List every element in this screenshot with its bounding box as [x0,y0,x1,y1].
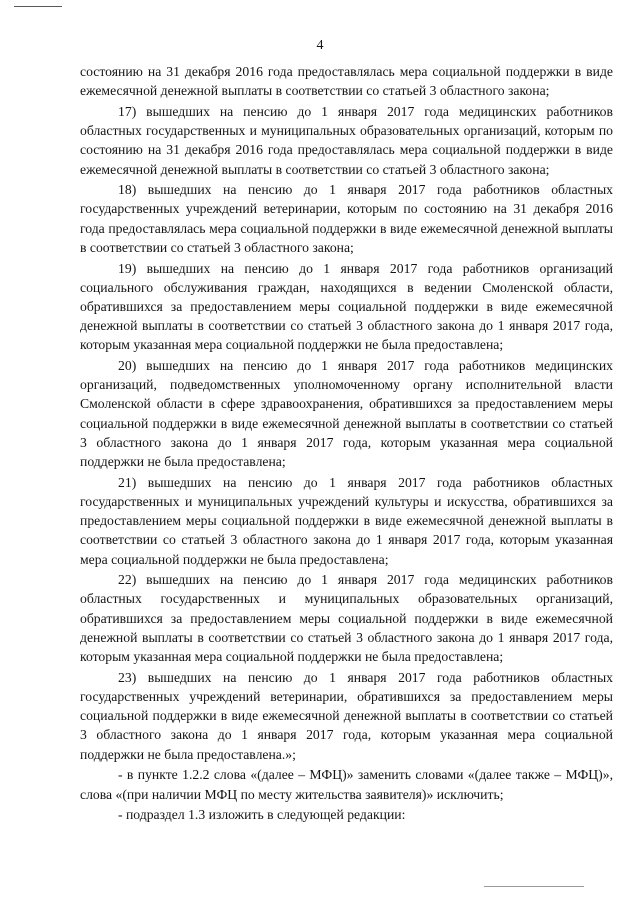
paragraph-item-18: 18) вышедших на пенсию до 1 января 2017 года работников областных государственных учреждений ветеринарии, которым по состоянию на 31 декабря 2016 года предоставлялась мера социальной поддержки в виде ежемесячной денежной выплаты в соответствии со статьей 3 областного закона; [80,182,613,255]
document-body [80,62,613,826]
scan-mark-top [14,6,62,7]
page-number: 4 [316,38,324,53]
paragraph-continuation: состоянию на 31 декабря 2016 года предоставлялась мера социальной поддержки в виде ежемесячной денежной выплаты в соответствии со статьей 3 областного закона; [80,64,613,99]
paragraph-item-19: 19) вышедших на пенсию до 1 января 2017 года работников организаций социального обслуживания граждан, находящихся в ведении Смоленской области, обратившихся за предоставлением меры социальной поддержки в виде ежемесячной денежной выплаты в соответствии со статьей 3 областного закона до 1 января 2017 года, которым указанная мера социальной поддержки не была предоставлена; [80,260,613,353]
paragraph-amendment-1-2-2: - в пункте 1.2.2 слова «(далее – МФЦ)» заменить словами «(далее также – МФЦ)», слова «(при наличии МФЦ по месту жительства заявителя)» исключить; [80,767,613,802]
scan-mark-bottom [484,886,584,887]
paragraph-item-23: 23) вышедших на пенсию до 1 января 2017 года работников областных государственных учреждений ветеринарии, обратившихся за предоставлением меры социальной поддержки в виде ежемесячной денежной выплаты в соответствии со статьей 3 областного закона до 1 января 2017 года, которым указанная мера социальной поддержки не была предоставлена.»; [80,669,613,762]
paragraph-item-20: 20) вышедших на пенсию до 1 января 2017 года работников медицинских организаций, подведомственных уполномоченному органу исполнительной власти Смоленской области в сфере здравоохранения, обратившихся за предоставлением меры социальной поддержки в виде ежемесячной денежной выплаты в соответствии со статьей 3 областного закона до 1 января 2017 года, которым указанная мера социальной поддержки не была предоставлена; [80,358,613,470]
paragraph-item-21: 21) вышедших на пенсию до 1 января 2017 года работников областных государственных и муниципальных учреждений культуры и искусства, обратившихся за предоставлением меры социальной поддержки в виде ежемесячной денежной выплаты в соответствии со статьей 3 областного закона до 1 января 2017 года, которым указанная мера социальной поддержки не была предоставлена; [80,474,613,567]
paragraph-item-22: 22) вышедших на пенсию до 1 января 2017 года медицинских работников областных государственных и муниципальных образовательных организаций, обратившихся за предоставлением меры социальной поддержки в виде ежемесячной денежной выплаты в соответствии со статьей 3 областного закона до 1 января 2017 года, которым указанная мера социальной поддержки не была предоставлена; [80,572,613,665]
paragraph-amendment-1-3: - подраздел 1.3 изложить в следующей редакции: [118,807,406,823]
paragraph-item-17: 17) вышедших на пенсию до 1 января 2017 года медицинских работников областных государственных и муниципальных образовательных организаций, которым по состоянию на 31 декабря 2016 года предоставлялась мера социальной поддержки в виде ежемесячной денежной выплаты в соответствии со статьей 3 областного закона; [80,103,613,177]
